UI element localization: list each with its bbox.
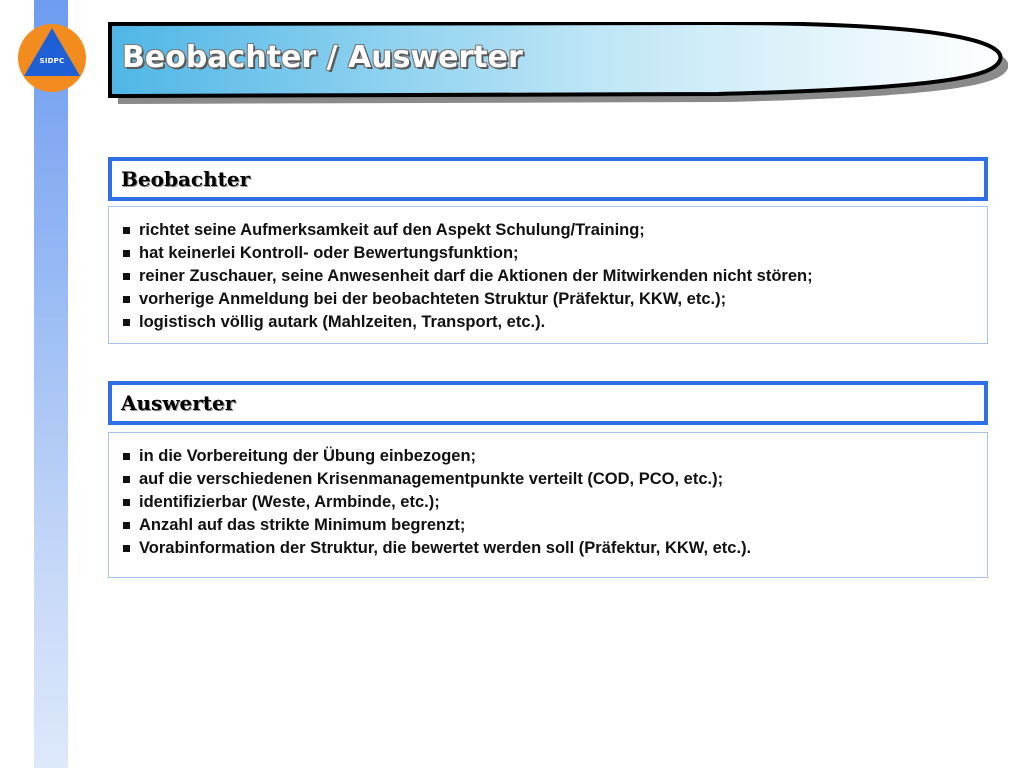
square-bullet-icon bbox=[123, 319, 130, 326]
sidpc-logo bbox=[16, 22, 88, 94]
square-bullet-icon bbox=[123, 453, 130, 460]
square-bullet-icon bbox=[123, 296, 130, 303]
list-item-text: hat keinerlei Kontroll- oder Bewertungsfunktion; bbox=[139, 244, 519, 262]
list-item-text: logistisch völlig autark (Mahlzeiten, Transport, etc.). bbox=[139, 313, 546, 331]
list-item bbox=[121, 242, 977, 265]
list-item-text: vorherige Anmeldung bei der beobachteten Struktur (Präfektur, KKW, etc.); bbox=[139, 290, 727, 308]
logo-text: SIDPC bbox=[39, 57, 65, 65]
list-item-text: identifizierbar (Weste, Armbinde, etc.); bbox=[139, 493, 440, 511]
list-item bbox=[121, 468, 977, 491]
list-item-text: in die Vorbereitung der Übung einbezogen; bbox=[139, 447, 477, 465]
square-bullet-icon bbox=[123, 499, 130, 506]
bullet-list bbox=[121, 219, 977, 334]
bullet-list bbox=[121, 445, 977, 560]
square-bullet-icon bbox=[123, 273, 130, 280]
list-item-text: Vorabinformation der Struktur, die bewertet werden soll (Präfektur, KKW, etc.). bbox=[139, 539, 752, 557]
list-item-text: reiner Zuschauer, seine Anwesenheit darf die Aktionen der Mitwirkenden nicht stören; bbox=[139, 267, 813, 285]
title-banner bbox=[108, 22, 1008, 104]
section-heading: Beobachter bbox=[121, 167, 251, 191]
list-item bbox=[121, 265, 977, 288]
list-item-text: auf die verschiedenen Krisenmanagementpunkte verteilt (COD, PCO, etc.); bbox=[139, 470, 724, 488]
square-bullet-icon bbox=[123, 227, 130, 234]
square-bullet-icon bbox=[123, 522, 130, 529]
square-bullet-icon bbox=[123, 250, 130, 257]
section-body-beobachter bbox=[108, 206, 988, 344]
section-header-beobachter bbox=[108, 157, 988, 201]
section-body-auswerter bbox=[108, 432, 988, 578]
list-item-text: Anzahl auf das strikte Minimum begrenzt; bbox=[139, 516, 466, 534]
list-item bbox=[121, 491, 977, 514]
list-item bbox=[121, 288, 977, 311]
list-item-text: richtet seine Aufmerksamkeit auf den Aspekt Schulung/Training; bbox=[139, 221, 645, 239]
list-item bbox=[121, 514, 977, 537]
section-header-auswerter bbox=[108, 381, 988, 425]
page-title: Beobachter / Auswerter bbox=[122, 40, 523, 75]
section-heading: Auswerter bbox=[121, 391, 236, 415]
list-item bbox=[121, 445, 977, 468]
list-item bbox=[121, 219, 977, 242]
list-item bbox=[121, 311, 977, 334]
list-item bbox=[121, 537, 977, 560]
square-bullet-icon bbox=[123, 476, 130, 483]
side-stripe bbox=[34, 0, 68, 768]
square-bullet-icon bbox=[123, 545, 130, 552]
